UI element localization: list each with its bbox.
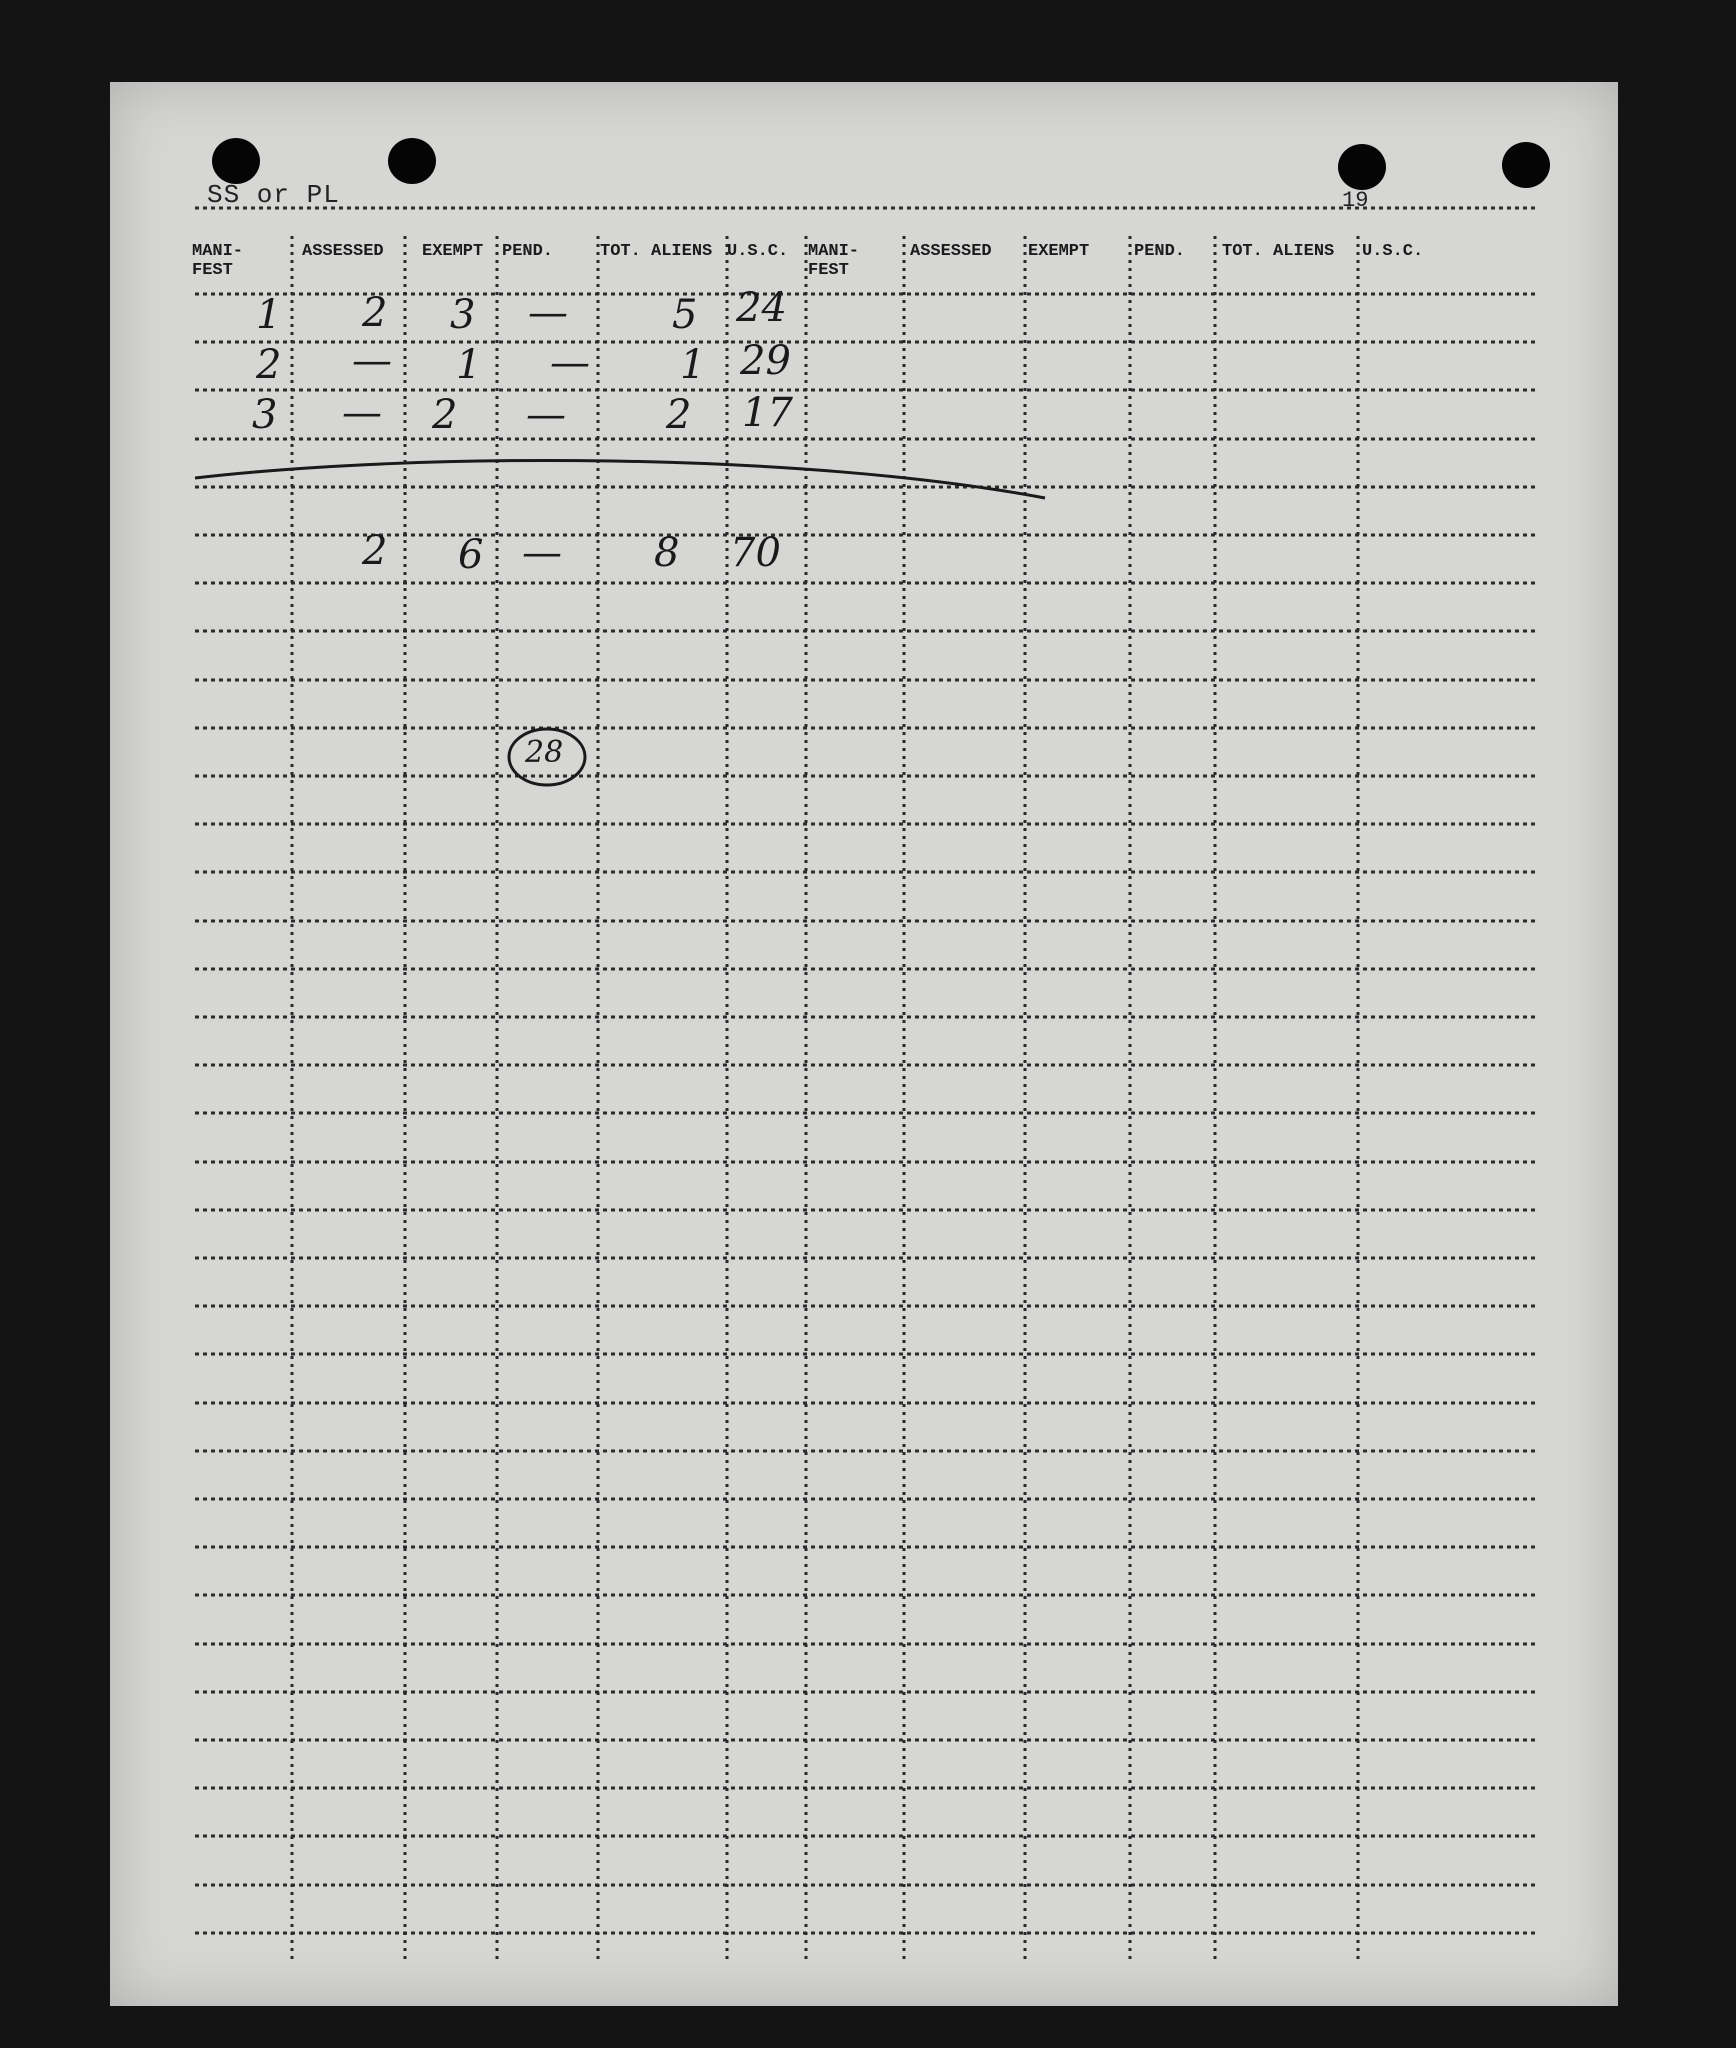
form-title: SS or PL: [207, 180, 340, 210]
entry-exempt: 1: [456, 342, 482, 388]
entry-pend: —: [526, 392, 566, 438]
entry-exempt: 3: [450, 292, 476, 338]
total-tot-aliens: 8: [654, 530, 680, 576]
entry-tot-aliens: 2: [666, 392, 692, 438]
entry-manifest: 3: [252, 392, 278, 438]
col-header-tot-aliens: TOT. ALIENS: [1222, 242, 1335, 261]
entry-assessed: —: [342, 390, 382, 436]
entry-pend: —: [550, 340, 590, 386]
entry-usc: 24: [736, 285, 787, 331]
col-header-usc: U.S.C.: [1362, 242, 1424, 261]
entry-manifest: 1: [256, 292, 282, 338]
total-pend: —: [522, 530, 562, 576]
col-header-manifest: MANI- FEST: [808, 242, 860, 280]
col-header-pend: PEND.: [502, 242, 554, 261]
entry-assessed: —: [352, 338, 392, 384]
col-header-tot-aliens: TOT. ALIENS: [600, 242, 713, 261]
total-line: [195, 460, 1045, 498]
col-header-pend: PEND.: [1134, 242, 1186, 261]
entry-manifest: 2: [256, 342, 282, 388]
entry-usc: 29: [740, 338, 791, 384]
col-header-exempt: EXEMPT: [1028, 242, 1090, 261]
total-assessed: 2: [362, 528, 388, 574]
entry-assessed: 2: [362, 290, 388, 336]
col-header-assessed: ASSESSED: [302, 242, 384, 261]
entry-pend: —: [528, 290, 568, 336]
entry-usc: 17: [742, 390, 793, 436]
col-header-usc: U.S.C.: [727, 242, 789, 261]
circled-note: 28: [525, 735, 564, 770]
col-header-assessed: ASSESSED: [910, 242, 992, 261]
entry-tot-aliens: 1: [680, 342, 706, 388]
total-exempt: 6: [458, 532, 484, 578]
entry-tot-aliens: 5: [672, 292, 698, 338]
col-header-manifest: MANI- FEST: [192, 242, 244, 280]
total-usc: 70: [730, 530, 781, 576]
col-header-exempt: EXEMPT: [422, 242, 484, 261]
entry-exempt: 2: [432, 392, 458, 438]
year-prefix: 19: [1342, 188, 1369, 213]
